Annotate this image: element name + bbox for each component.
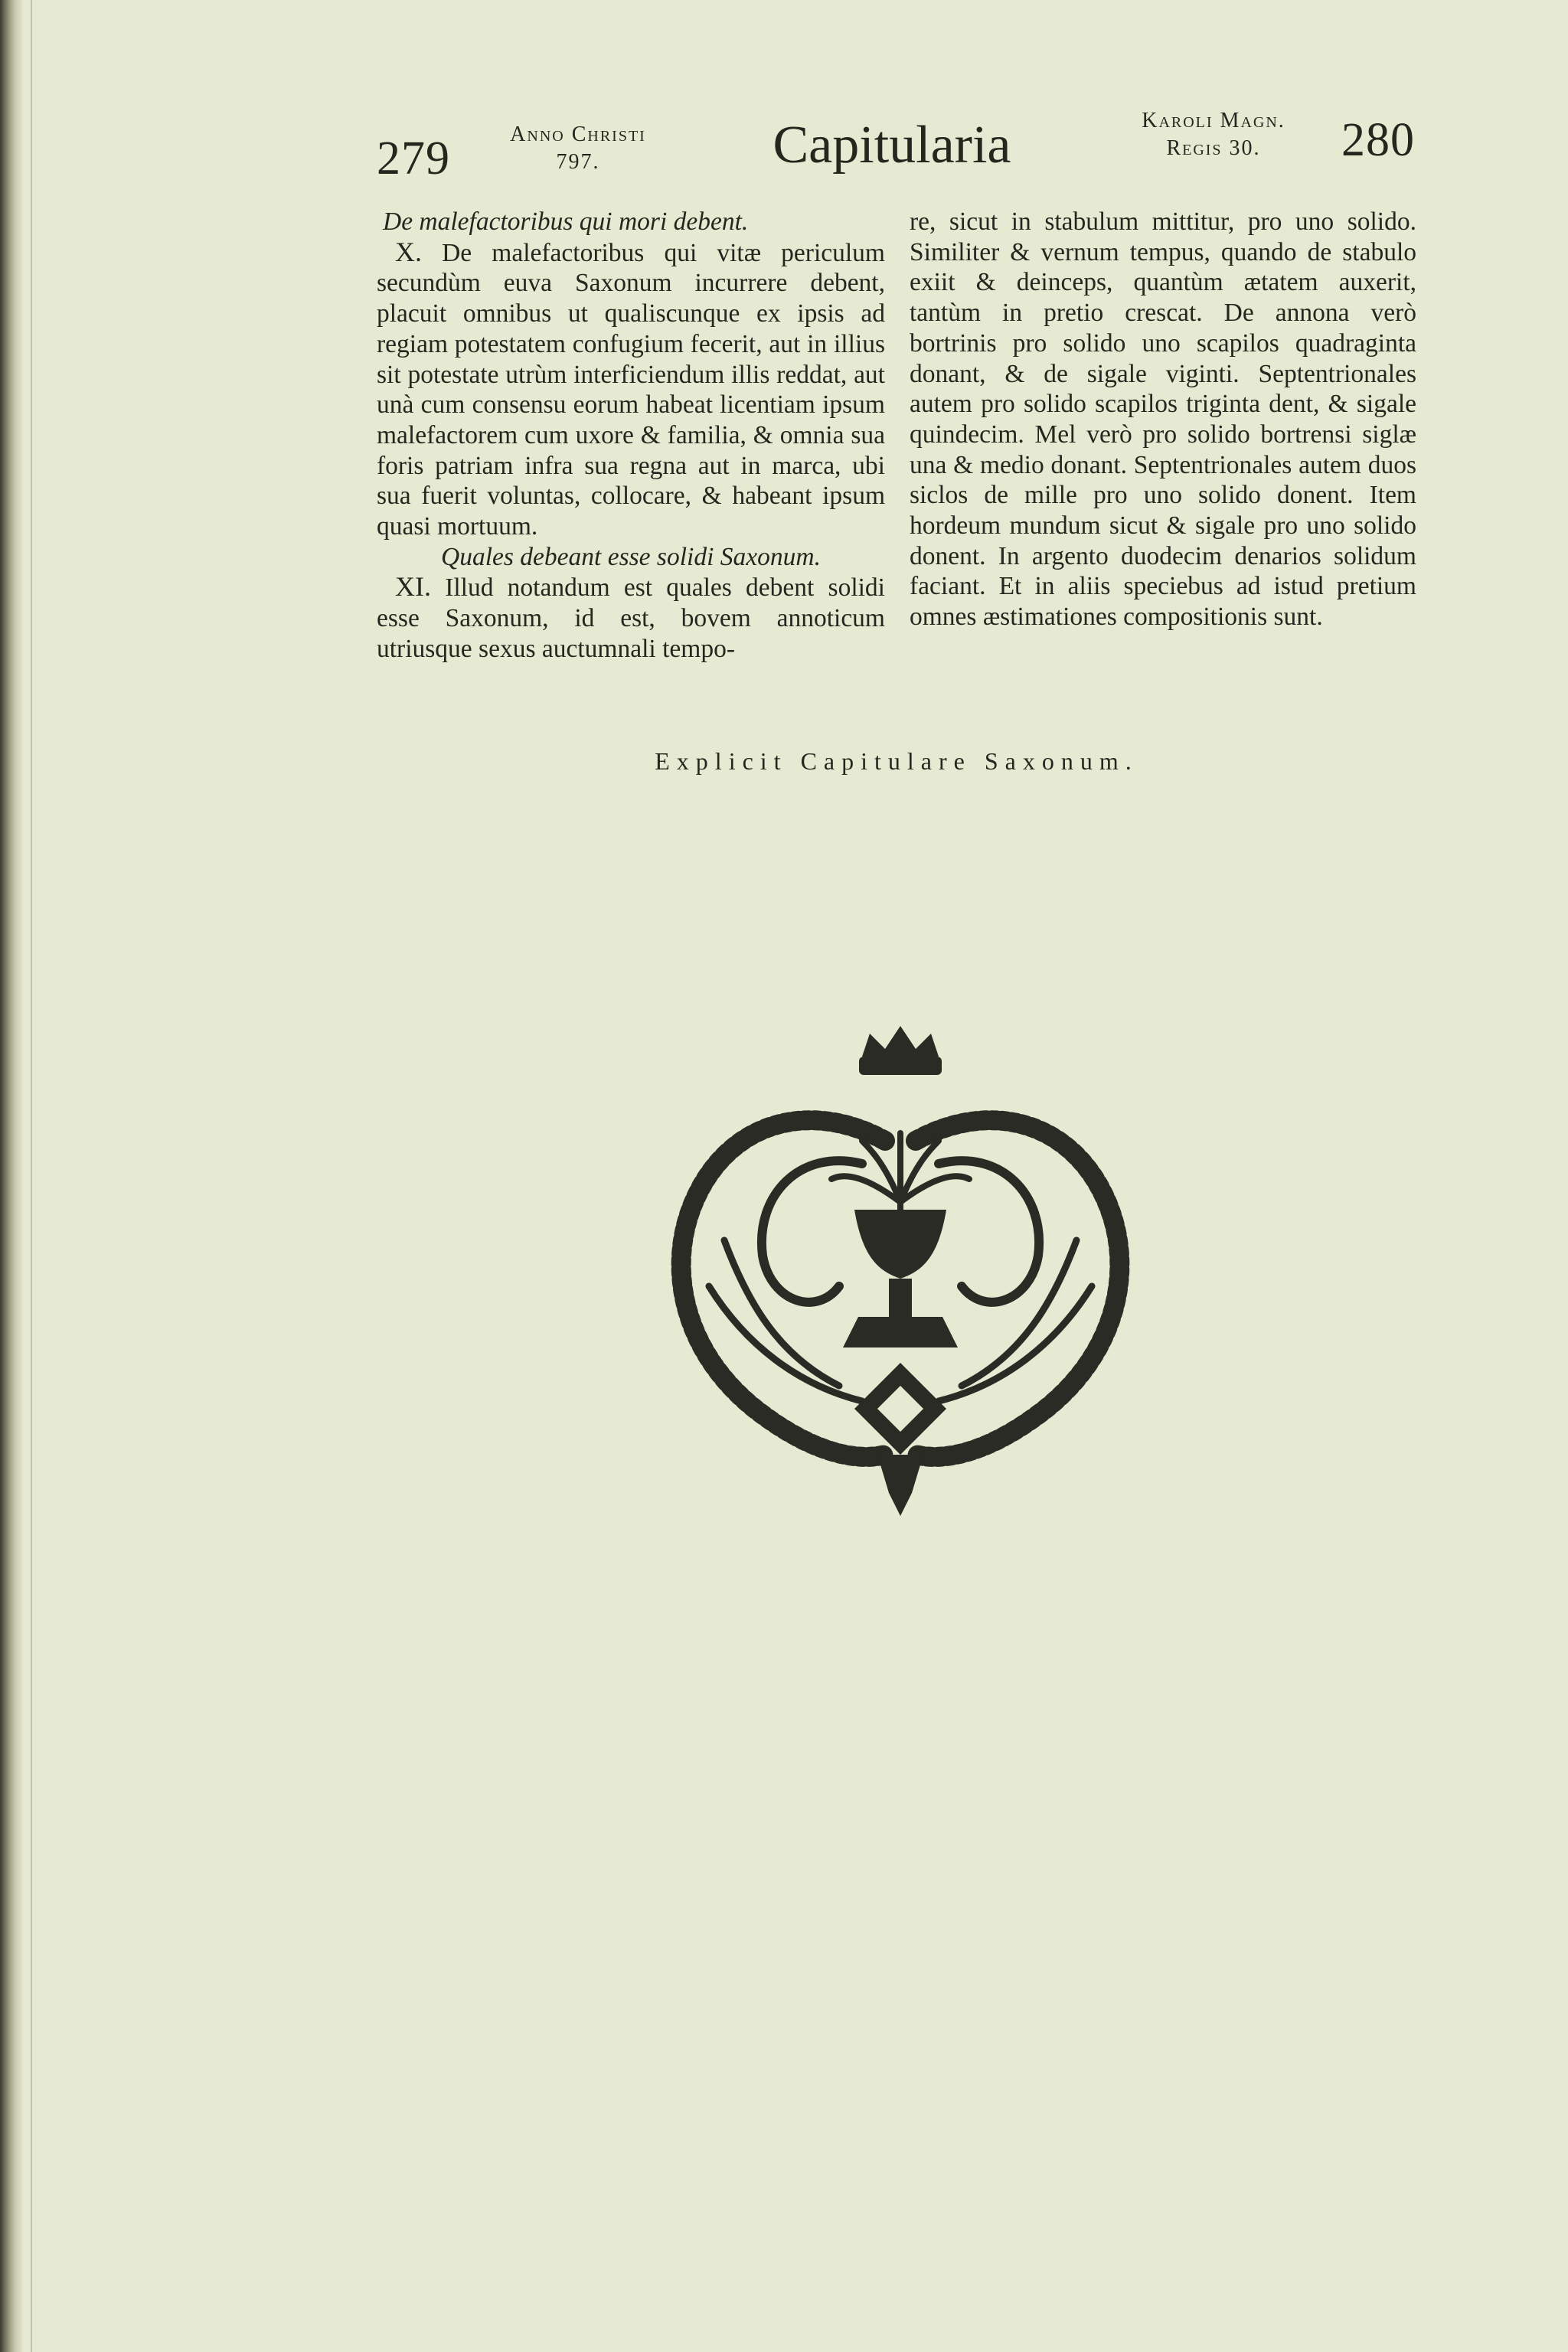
running-head-karoli: Karoli Magn.: [1142, 109, 1285, 132]
vase-stem: [889, 1279, 912, 1317]
right-text-column: [910, 207, 1416, 632]
paragraph-xi-text: Illud notandum est quales debent solidi esse Saxonum, id est, bovem annoticum utriusque sexus auctumnali tempo-: [377, 573, 885, 663]
vase-flowers: [831, 1133, 969, 1210]
page-edge: [0, 0, 23, 2352]
right-inner-scroll: [939, 1161, 1039, 1302]
crown: [862, 1026, 939, 1057]
paragraph-x: [377, 237, 885, 542]
running-head-left: [479, 122, 678, 175]
page-number-right: 280: [1341, 114, 1415, 166]
running-head-regis: Regis 30.: [1166, 136, 1261, 160]
page-title: Capitularia: [773, 116, 1011, 175]
left-inner-scroll: [762, 1161, 862, 1302]
running-head-right: [1110, 109, 1317, 161]
left-text-column: [377, 207, 885, 665]
paragraph-x-text: De malefactoribus qui vitæ periculum secundùm euva Saxonum incurrere debent, placuit omnibus ut qualiscunque ex ipsis ad regiam potestatem confugium fecerit, aut in illius sit potestate utrùm interficiendum illis reddat, aut unà cum consensu eorum habeat licentiam ipsum malefactorem cum uxore & familia, & omnia sua foris patriam infra sua regna aut in marca, ubi sua fuerit voluntas, collocare, & habeant ipsum quasi mortuum.: [377, 238, 885, 541]
rubric-malefactors: De malefactoribus qui mori debent.: [383, 207, 749, 236]
running-head-year: 797.: [556, 150, 600, 174]
running-header: [0, 0, 1568, 199]
rubric-solidi: Quales debeant esse solidi Saxonum.: [441, 542, 821, 571]
paragraph-number-xi: XI.: [395, 571, 431, 603]
pendant-finial: [877, 1455, 923, 1516]
page-number-left: 279: [377, 132, 450, 185]
crown-band: [859, 1057, 942, 1075]
vase-foot: [843, 1317, 958, 1348]
paragraph-xi-continued: re, sicut in stabulum mittitur, pro uno solido. Similiter & vernum tempus, quando de stabulo exiit & deinceps, quantùm ætatem auxerit, tantùm in pretio crescat. De annona verò bortrinis pro solido uno scapilos quadraginta donant, & de sigale viginti. Septentrionales autem pro solido scapilos triginta dent, & sigale quindecim. Mel verò pro solido bortrensi siglæ una & medio donant. Septentrionales autem duos siclos de mille pro uno solido donent. Item hordeum mundum sicut & sigale pro uno solido donent. In argento duodecim denarios solidum faciant. Et in aliis speciebus ad istud pretium omnes æstimationes compositionis sunt.: [910, 207, 1416, 632]
explicit-line: Explicit Capitulare Saxonum.: [655, 747, 1138, 775]
floral-vase-ornament: [632, 1026, 1168, 1516]
vase-bowl: [854, 1210, 946, 1279]
gutter-line: [31, 0, 32, 2352]
paragraph-xi: [377, 572, 885, 664]
paragraph-number-x: X.: [395, 236, 422, 267]
running-head-anno: Anno Christi: [510, 122, 646, 146]
